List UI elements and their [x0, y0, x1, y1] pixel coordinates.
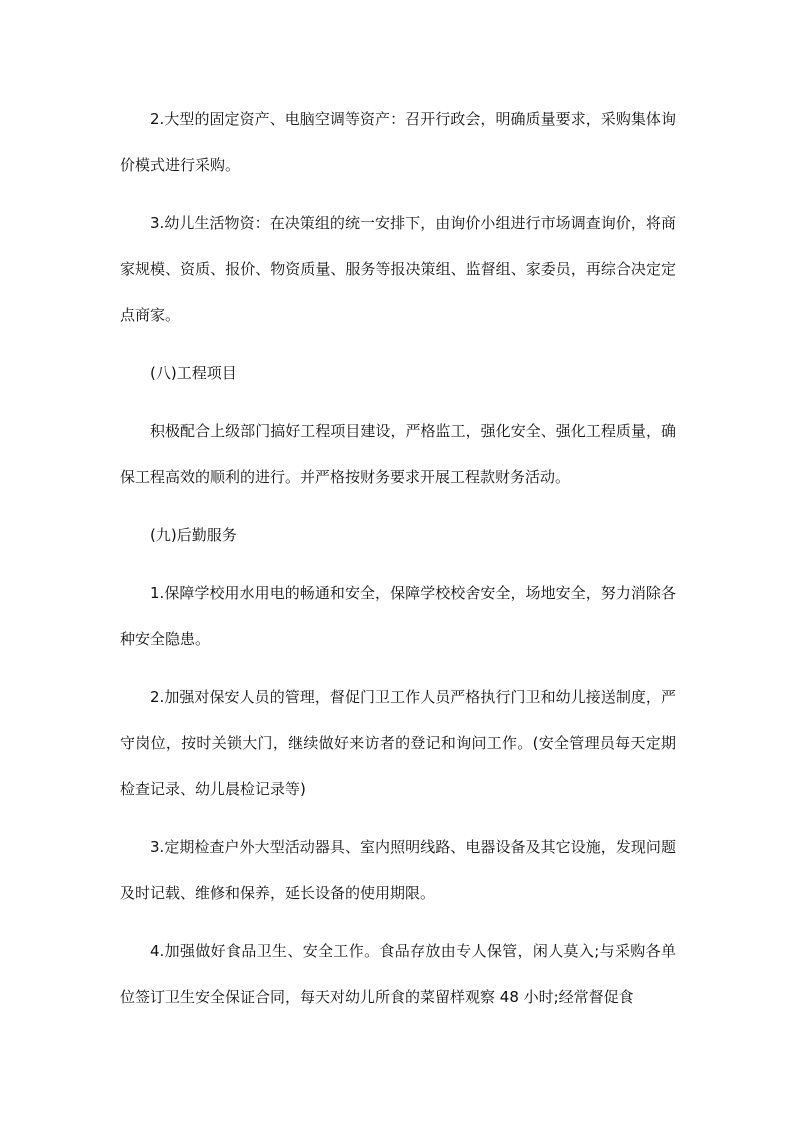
- paragraph-water-electric-safety: 1.保障学校用水用电的畅通和安全，保障学校校舍安全，场地安全，努力消除各种安全隐患。: [120, 584, 676, 648]
- paragraph-engineering: 积极配合上级部门搞好工程项目建设，严格监工，强化安全、强化工程质量，确保工程高效的顺利的进行。并严格按财务要求开展工程款财务活动。: [120, 422, 676, 486]
- paragraph-living-supplies: 3.幼儿生活物资：在决策组的统一安排下，由询价小组进行市场调查询价，将商家规模、资质、报价、物资质量、服务等报决策组、监督组、家委员，再综合决定定点商家。: [120, 214, 676, 324]
- section-heading-engineering: (八)工程项目: [150, 364, 237, 382]
- section-heading-logistics: (九)后勤服务: [150, 526, 237, 544]
- paragraph-security-staff: 2.加强对保安人员的管理，督促门卫工作人员严格执行门卫和幼儿接送制度，严守岗位，按时关锁大门，继续做好来访者的登记和询问工作。(安全管理员每天定期检查记录、幼儿晨检记录等): [120, 688, 676, 798]
- document-page: [120, 96, 676, 1020]
- paragraph-equipment-inspection: 3.定期检查户外大型活动器具、室内照明线路、电器设备及其它设施，发现问题及时记载、维修和保养，延长设备的使用期限。: [120, 838, 676, 902]
- paragraph-food-safety: 4.加强做好食品卫生、安全工作。食品存放由专人保管，闲人莫入;与采购各单位签订卫生安全保证合同，每天对幼儿所食的菜留样观察 48 小时;经常督促食: [120, 942, 676, 1006]
- paragraph-fixed-assets: 2.大型的固定资产、电脑空调等资产：召开行政会，明确质量要求，采购集体询价模式进行采购。: [120, 110, 676, 174]
